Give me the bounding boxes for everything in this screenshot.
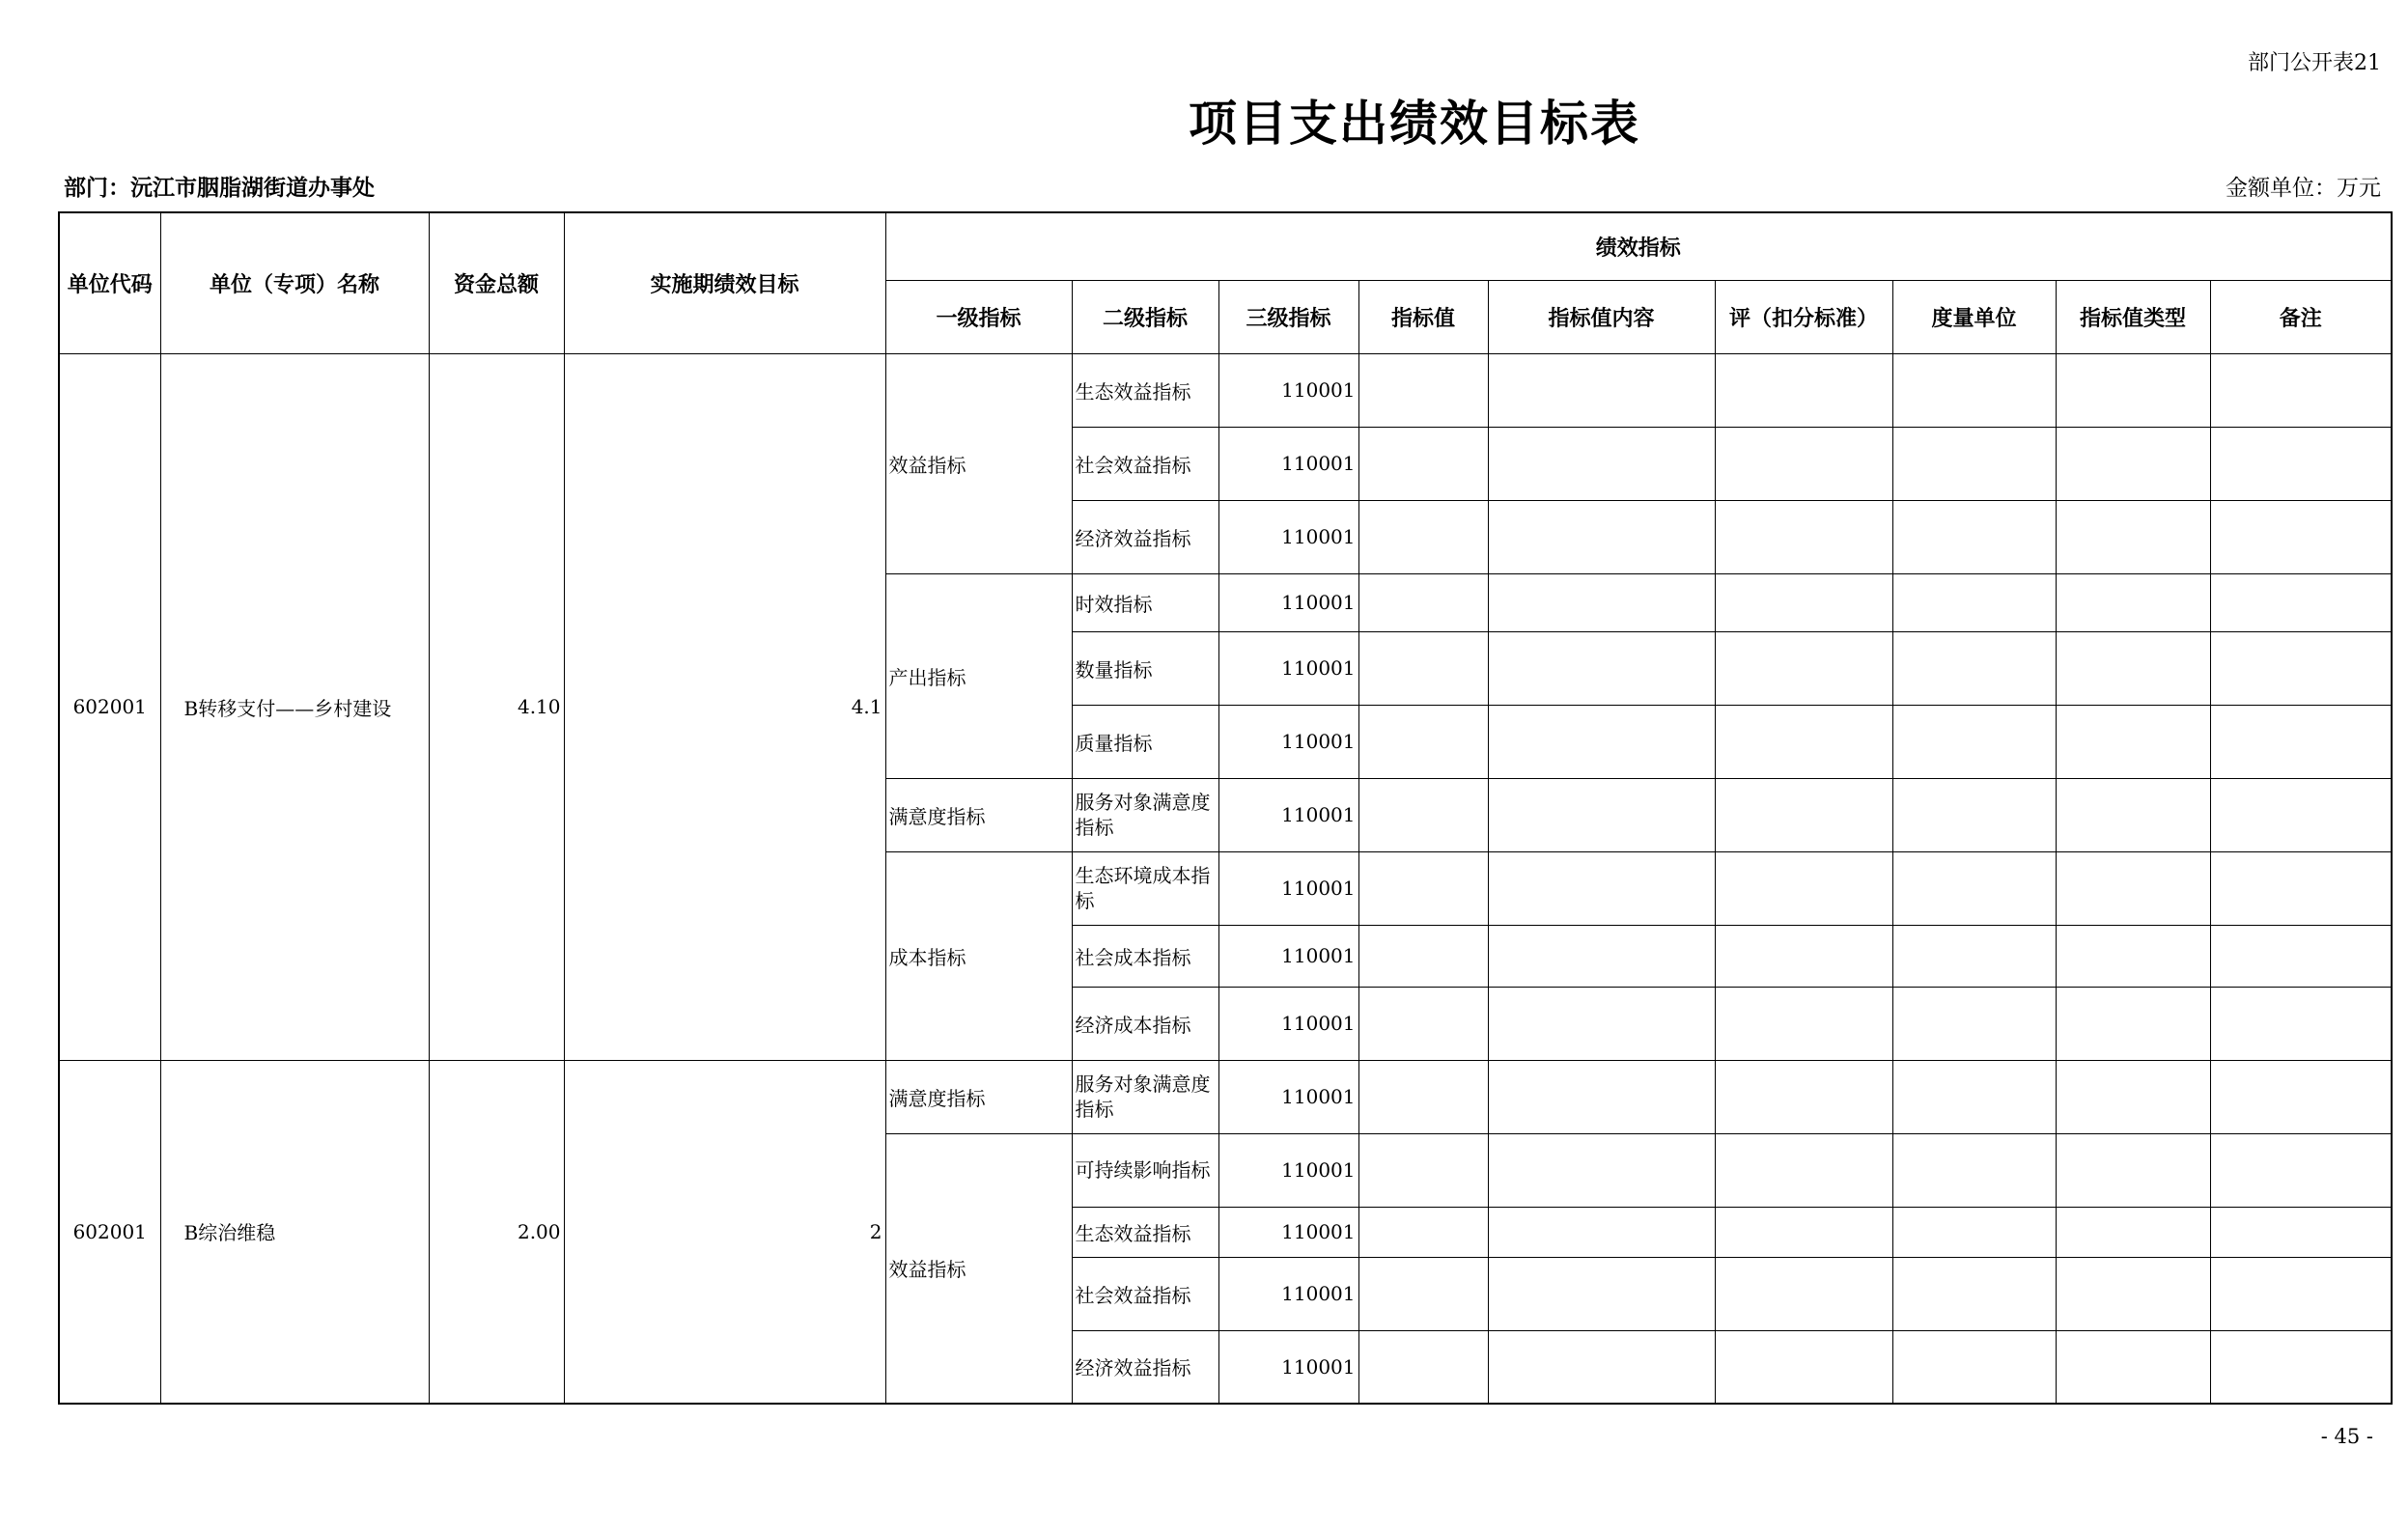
empty-cell (1715, 573, 1892, 631)
lvl2-cell: 经济效益指标 (1072, 500, 1218, 573)
lvl3-cell: 110001 (1218, 1257, 1358, 1330)
lvl2-cell: 服务对象满意度指标 (1072, 778, 1218, 851)
empty-cell (1358, 778, 1488, 851)
lvl3-cell: 110001 (1218, 1060, 1358, 1133)
empty-cell (2056, 353, 2210, 427)
lvl3-cell: 110001 (1218, 851, 1358, 925)
unit-code-cell: 602001 (59, 1060, 160, 1404)
empty-cell (1358, 573, 1488, 631)
empty-cell (1892, 987, 2056, 1060)
empty-cell (1488, 1133, 1715, 1207)
col-lvl3: 三级指标 (1218, 280, 1358, 353)
empty-cell (1892, 1133, 2056, 1207)
lvl2-cell: 社会成本指标 (1072, 925, 1218, 987)
lvl3-cell: 110001 (1218, 500, 1358, 573)
empty-cell (1715, 353, 1892, 427)
empty-cell (1358, 631, 1488, 705)
empty-cell (2210, 573, 2392, 631)
lvl1-cell: 产出指标 (885, 573, 1072, 778)
empty-cell (2210, 631, 2392, 705)
table-row (59, 353, 2392, 427)
empty-cell (1358, 500, 1488, 573)
empty-cell (1488, 851, 1715, 925)
empty-cell (1358, 1330, 1488, 1404)
empty-cell (1358, 987, 1488, 1060)
lvl2-cell: 经济成本指标 (1072, 987, 1218, 1060)
empty-cell (2210, 705, 2392, 778)
empty-cell (1715, 1330, 1892, 1404)
empty-cell (1892, 925, 2056, 987)
col-content: 指标值内容 (1488, 280, 1715, 353)
empty-cell (1488, 573, 1715, 631)
lvl3-cell: 110001 (1218, 705, 1358, 778)
lvl3-cell: 110001 (1218, 1133, 1358, 1207)
empty-cell (1358, 353, 1488, 427)
col-perf-group: 绩效指标 (885, 212, 2392, 280)
unit-code-cell: 602001 (59, 353, 160, 1060)
goal-cell: 2 (564, 1060, 885, 1404)
empty-cell (1892, 1330, 2056, 1404)
empty-cell (1715, 427, 1892, 500)
empty-cell (2056, 1133, 2210, 1207)
empty-cell (1715, 705, 1892, 778)
lvl1-cell: 成本指标 (885, 851, 1072, 1060)
lvl1-cell: 满意度指标 (885, 1060, 1072, 1133)
col-score: 评（扣分标准） (1715, 280, 1892, 353)
empty-cell (1358, 705, 1488, 778)
empty-cell (2210, 1207, 2392, 1257)
col-remark: 备注 (2210, 280, 2392, 353)
lvl2-cell: 可持续影响指标 (1072, 1133, 1218, 1207)
empty-cell (2210, 925, 2392, 987)
empty-cell (2210, 500, 2392, 573)
lvl2-cell: 社会效益指标 (1072, 1257, 1218, 1330)
empty-cell (1488, 1060, 1715, 1133)
lvl2-cell: 服务对象满意度指标 (1072, 1060, 1218, 1133)
empty-cell (2056, 1257, 2210, 1330)
lvl3-cell: 110001 (1218, 987, 1358, 1060)
empty-cell (1715, 1133, 1892, 1207)
empty-cell (1715, 1207, 1892, 1257)
lvl2-cell: 生态效益指标 (1072, 1207, 1218, 1257)
empty-cell (2210, 778, 2392, 851)
col-lvl1: 一级指标 (885, 280, 1072, 353)
lvl2-cell: 经济效益指标 (1072, 1330, 1218, 1404)
goal-cell: 4.1 (564, 353, 885, 1060)
empty-cell (2056, 705, 2210, 778)
empty-cell (1892, 1257, 2056, 1330)
empty-cell (1358, 1060, 1488, 1133)
total-cell: 4.10 (429, 353, 564, 1060)
unit-name-cell: B综治维稳 (160, 1060, 429, 1404)
lvl2-cell: 时效指标 (1072, 573, 1218, 631)
col-unit-name: 单位（专项）名称 (160, 212, 429, 353)
col-lvl2: 二级指标 (1072, 280, 1218, 353)
lvl3-cell: 110001 (1218, 427, 1358, 500)
empty-cell (1892, 851, 2056, 925)
empty-cell (1715, 778, 1892, 851)
lvl3-cell: 110001 (1218, 778, 1358, 851)
empty-cell (1358, 1133, 1488, 1207)
lvl2-cell: 生态效益指标 (1072, 353, 1218, 427)
empty-cell (2210, 1133, 2392, 1207)
empty-cell (1358, 1257, 1488, 1330)
empty-cell (2056, 851, 2210, 925)
table-row (59, 1060, 2392, 1133)
empty-cell (1358, 851, 1488, 925)
lvl2-cell: 质量指标 (1072, 705, 1218, 778)
lvl2-cell: 社会效益指标 (1072, 427, 1218, 500)
empty-cell (2210, 1330, 2392, 1404)
empty-cell (1892, 500, 2056, 573)
empty-cell (1715, 631, 1892, 705)
empty-cell (1488, 1207, 1715, 1257)
empty-cell (1488, 1330, 1715, 1404)
lvl2-cell: 生态环境成本指标 (1072, 851, 1218, 925)
empty-cell (2056, 631, 2210, 705)
empty-cell (1488, 1257, 1715, 1330)
empty-cell (2210, 1257, 2392, 1330)
lvl3-cell: 110001 (1218, 925, 1358, 987)
performance-table (58, 211, 2393, 1405)
empty-cell (1892, 631, 2056, 705)
department-label: 部门：沅江市胭脂湖街道办事处 (64, 175, 375, 201)
empty-cell (1488, 987, 1715, 1060)
col-type: 指标值类型 (2056, 280, 2210, 353)
total-cell: 2.00 (429, 1060, 564, 1404)
lvl3-cell: 110001 (1218, 1330, 1358, 1404)
page-number: - 45 - (2320, 1425, 2373, 1448)
empty-cell (1488, 925, 1715, 987)
lvl3-cell: 110001 (1218, 1207, 1358, 1257)
empty-cell (1488, 353, 1715, 427)
empty-cell (1892, 427, 2056, 500)
empty-cell (1358, 925, 1488, 987)
empty-cell (2056, 1060, 2210, 1133)
lvl1-cell: 效益指标 (885, 353, 1072, 573)
empty-cell (2056, 1330, 2210, 1404)
empty-cell (1892, 573, 2056, 631)
empty-cell (1358, 427, 1488, 500)
empty-cell (1358, 1207, 1488, 1257)
empty-cell (2056, 427, 2210, 500)
amount-unit-label: 金额单位：万元 (2226, 176, 2381, 201)
empty-cell (1488, 427, 1715, 500)
empty-cell (1715, 925, 1892, 987)
col-unit-code: 单位代码 (59, 212, 160, 353)
empty-cell (2056, 925, 2210, 987)
empty-cell (1892, 705, 2056, 778)
empty-cell (2210, 427, 2392, 500)
empty-cell (1715, 987, 1892, 1060)
empty-cell (2210, 353, 2392, 427)
col-goal: 实施期绩效目标 (564, 212, 885, 353)
lvl3-cell: 110001 (1218, 353, 1358, 427)
empty-cell (1488, 631, 1715, 705)
empty-cell (2056, 573, 2210, 631)
empty-cell (2210, 987, 2392, 1060)
empty-cell (1488, 778, 1715, 851)
empty-cell (1715, 851, 1892, 925)
form-number: 部门公开表21 (2248, 51, 2381, 75)
empty-cell (1715, 500, 1892, 573)
empty-cell (1892, 778, 2056, 851)
empty-cell (2210, 1060, 2392, 1133)
lvl1-cell: 满意度指标 (885, 778, 1072, 851)
empty-cell (2056, 500, 2210, 573)
empty-cell (1488, 705, 1715, 778)
empty-cell (2056, 987, 2210, 1060)
empty-cell (1715, 1060, 1892, 1133)
col-value: 指标值 (1358, 280, 1488, 353)
col-total: 资金总额 (429, 212, 564, 353)
empty-cell (1892, 1060, 2056, 1133)
empty-cell (1892, 1207, 2056, 1257)
lvl3-cell: 110001 (1218, 573, 1358, 631)
lvl2-cell: 数量指标 (1072, 631, 1218, 705)
page-title: 项目支出绩效目标表 (1189, 95, 1640, 152)
empty-cell (2056, 778, 2210, 851)
empty-cell (2210, 851, 2392, 925)
lvl3-cell: 110001 (1218, 631, 1358, 705)
col-measure: 度量单位 (1892, 280, 2056, 353)
unit-name-cell: B转移支付——乡村建设 (160, 353, 429, 1060)
lvl1-cell: 效益指标 (885, 1133, 1072, 1404)
empty-cell (1892, 353, 2056, 427)
empty-cell (1488, 500, 1715, 573)
empty-cell (2056, 1207, 2210, 1257)
empty-cell (1715, 1257, 1892, 1330)
